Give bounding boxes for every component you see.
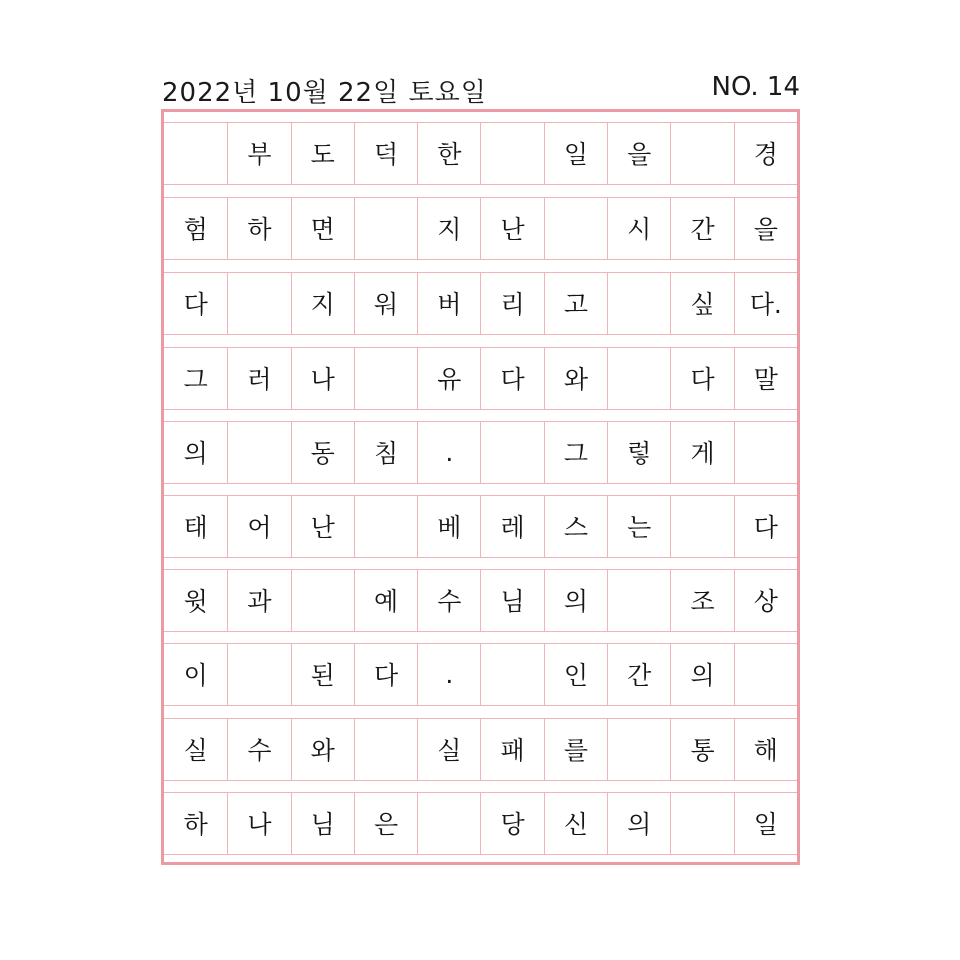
- row-bottom-rule: [164, 409, 797, 410]
- manuscript-cell: 싶: [670, 272, 733, 334]
- manuscript-cell: 스: [544, 495, 607, 557]
- manuscript-cell: 수: [417, 569, 480, 631]
- manuscript-row: [164, 421, 797, 483]
- manuscript-cell: [354, 347, 417, 409]
- manuscript-cell: 면: [291, 197, 354, 259]
- manuscript-cell: 과: [227, 569, 290, 631]
- manuscript-cell: [670, 122, 733, 184]
- manuscript-cell: .: [417, 421, 480, 483]
- manuscript-row: [164, 643, 797, 705]
- manuscript-row: [164, 197, 797, 259]
- manuscript-cell: 하: [183, 810, 208, 839]
- manuscript-cell: [734, 643, 797, 705]
- manuscript-cell: 다: [183, 290, 208, 319]
- manuscript-cell: 지: [291, 272, 354, 334]
- manuscript-cell: 고: [544, 272, 607, 334]
- manuscript-cell: 시: [607, 197, 670, 259]
- row-bottom-rule: [164, 557, 797, 558]
- manuscript-row: [164, 122, 797, 184]
- manuscript-cell: [354, 718, 417, 780]
- manuscript-cell: [734, 421, 797, 483]
- manuscript-cell: 나: [227, 792, 290, 854]
- manuscript-cell: 일: [734, 792, 797, 854]
- row-bottom-rule: [164, 334, 797, 335]
- manuscript-cell: 다.: [734, 272, 797, 334]
- manuscript-cell: [607, 347, 670, 409]
- row-bottom-rule: [164, 184, 797, 185]
- manuscript-cell: 의: [183, 439, 208, 468]
- manuscript-cell: 그: [183, 365, 208, 394]
- manuscript-cell: 동: [291, 421, 354, 483]
- manuscript-cell: 윗: [183, 587, 208, 616]
- manuscript-cell: 이: [183, 661, 208, 690]
- manuscript-cell: 험: [183, 215, 208, 244]
- manuscript-cell: .: [417, 643, 480, 705]
- manuscript-cell: 상: [734, 569, 797, 631]
- manuscript-cell: 침: [354, 421, 417, 483]
- manuscript-cell: 의: [607, 792, 670, 854]
- diary-date: 2022년 10월 22일 토요일: [162, 78, 487, 108]
- manuscript-cell: [670, 792, 733, 854]
- row-bottom-rule: [164, 259, 797, 260]
- manuscript-cell: 간: [670, 197, 733, 259]
- manuscript-cell: 수: [227, 718, 290, 780]
- manuscript-cell: 패: [480, 718, 543, 780]
- manuscript-cell: 렇: [607, 421, 670, 483]
- manuscript-cell: 버: [417, 272, 480, 334]
- manuscript-row: [164, 495, 797, 557]
- manuscript-cell: [480, 643, 543, 705]
- manuscript-cell: 된: [291, 643, 354, 705]
- manuscript-cell: 님: [291, 792, 354, 854]
- row-bottom-rule: [164, 705, 797, 706]
- manuscript-cell: [227, 643, 290, 705]
- manuscript-cell: 신: [544, 792, 607, 854]
- manuscript-cell: 그: [544, 421, 607, 483]
- row-bottom-rule: [164, 483, 797, 484]
- manuscript-cell: 난: [291, 495, 354, 557]
- manuscript-paper: [161, 109, 800, 865]
- manuscript-cell: 하: [227, 197, 290, 259]
- manuscript-cell: 의: [670, 643, 733, 705]
- manuscript-cell: 다: [670, 347, 733, 409]
- manuscript-cell: [544, 197, 607, 259]
- manuscript-cell: 와: [544, 347, 607, 409]
- manuscript-cell: 러: [227, 347, 290, 409]
- manuscript-cell: 어: [227, 495, 290, 557]
- manuscript-cell: 유: [417, 347, 480, 409]
- manuscript-cell: 와: [291, 718, 354, 780]
- manuscript-cell: 도: [291, 122, 354, 184]
- manuscript-cell: 은: [354, 792, 417, 854]
- manuscript-cell: 다: [480, 347, 543, 409]
- manuscript-cell: 레: [480, 495, 543, 557]
- manuscript-cell: [227, 272, 290, 334]
- manuscript-cell: [480, 421, 543, 483]
- manuscript-cell: 난: [480, 197, 543, 259]
- manuscript-cell: 조: [670, 569, 733, 631]
- manuscript-cell: 을: [607, 122, 670, 184]
- manuscript-cell: [670, 495, 733, 557]
- manuscript-cell: 간: [607, 643, 670, 705]
- manuscript-cell: 님: [480, 569, 543, 631]
- manuscript-cell: [354, 197, 417, 259]
- manuscript-cell: [607, 272, 670, 334]
- row-bottom-rule: [164, 631, 797, 632]
- manuscript-cell: 태: [183, 513, 208, 542]
- row-bottom-rule: [164, 780, 797, 781]
- manuscript-cell: 한: [417, 122, 480, 184]
- manuscript-cell: 해: [734, 718, 797, 780]
- manuscript-cell: 지: [417, 197, 480, 259]
- manuscript-cell: 워: [354, 272, 417, 334]
- manuscript-cell: 경: [734, 122, 797, 184]
- manuscript-row: [164, 569, 797, 631]
- manuscript-cell: 예: [354, 569, 417, 631]
- manuscript-cell: 실: [417, 718, 480, 780]
- manuscript-cell: 실: [183, 736, 208, 765]
- manuscript-cell: 베: [417, 495, 480, 557]
- row-bottom-rule: [164, 854, 797, 855]
- manuscript-cell: [227, 421, 290, 483]
- manuscript-cell: 게: [670, 421, 733, 483]
- manuscript-cell: 덕: [354, 122, 417, 184]
- page-number: NO. 14: [711, 72, 800, 102]
- manuscript-cell: [417, 792, 480, 854]
- manuscript-cell: 리: [480, 272, 543, 334]
- manuscript-cell: 일: [544, 122, 607, 184]
- manuscript-cell: [607, 718, 670, 780]
- manuscript-cell: 를: [544, 718, 607, 780]
- manuscript-row: [164, 792, 797, 854]
- manuscript-cell: [480, 122, 543, 184]
- manuscript-cell: 는: [607, 495, 670, 557]
- manuscript-cell: 당: [480, 792, 543, 854]
- manuscript-cell: [354, 495, 417, 557]
- manuscript-cell: [607, 569, 670, 631]
- manuscript-row: [164, 272, 797, 334]
- manuscript-cell: [291, 569, 354, 631]
- manuscript-cell: 말: [734, 347, 797, 409]
- manuscript-row: [164, 347, 797, 409]
- manuscript-row: [164, 718, 797, 780]
- manuscript-cell: 을: [734, 197, 797, 259]
- manuscript-cell: 의: [544, 569, 607, 631]
- manuscript-cell: 다: [734, 495, 797, 557]
- manuscript-cell: 다: [354, 643, 417, 705]
- manuscript-cell: 나: [291, 347, 354, 409]
- manuscript-cell: 인: [544, 643, 607, 705]
- manuscript-cell: [164, 122, 227, 184]
- manuscript-cell: 부: [227, 122, 290, 184]
- manuscript-cell: 통: [670, 718, 733, 780]
